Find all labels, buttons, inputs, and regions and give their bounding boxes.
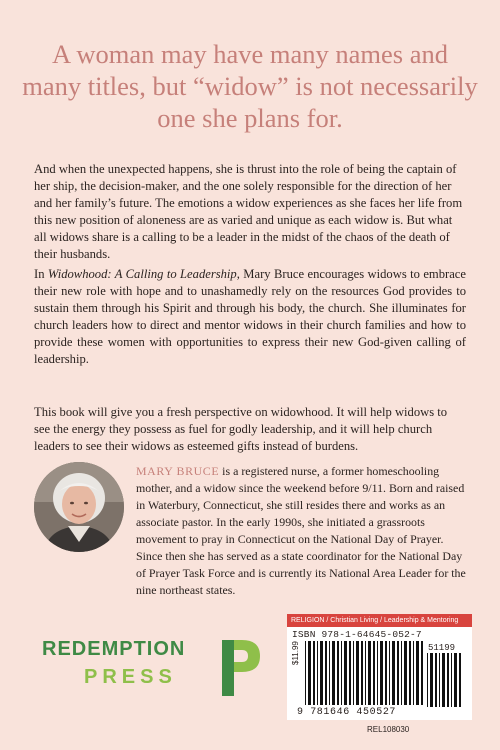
barcode-panel [287,614,472,720]
barcode-bar [320,641,323,705]
barcode-digits: 9 781646 450527 [297,707,397,718]
description-paragraph-2 [34,266,466,368]
description-paragraph-1: And when the unexpected happens, she is thrust into the role of being the captain of her ship, the decision-maker, and the one solely responsible for the direction of her and her family’s future. The emotions a widow experiences as she faces her life from this new position of aloneness are as varied and unique as each widow is. But what all widows share is a calling to be a leader in the midst of the chaos of the death of their husbands. [34,162,463,261]
barcode-bar [409,641,411,705]
paragraph-2-intro: In [34,267,48,281]
barcode-bar [380,641,383,705]
author-photo [34,462,124,552]
barcode-bar [459,653,461,707]
paragraph-2-body: , Mary Bruce encourages widows to embrace their new role with hope and to unashamedly rely on the resources God provides to sustain them through his Spirit and through his body, the church. She illuminates for church leaders how to direct and mentor widows in their church families and how to provide these women with opportunities to express their new God-given calling of leadership. [34,267,466,366]
barcode-bar [353,641,354,705]
barcode-bar [435,653,437,707]
barcode-bar [325,641,327,705]
barcode-bar [447,653,449,707]
publisher-logo-word: REDEMPTION [42,638,186,660]
price-code: 51199 [428,643,456,653]
author-bio-text: is a registered nurse, a former homeschooling mother, and a widow since the weekend before 9/11. Born and raised in Waterbury, Connecticut, she still resides there and works as an associate pastor. In the early 1990s, she initiated a grassroots movement to pray in Connecticut on the National Day of Prayer. Since then she has served as a state coordinator for the National Day of Prayer Task Force and is currently its National Area Leader for the nine northeast states. [136,464,466,597]
barcode-bar [427,653,428,707]
barcode-bar [341,641,342,705]
barcode-bar [368,641,371,705]
book-title: Widowhood: A Calling to Leadership [47,267,237,281]
barcode-bar [389,641,390,705]
category-band: RELIGION / Christian Living / Leadership & Mentoring [287,614,472,627]
barcode-bar [392,641,395,705]
barcode-bar [356,641,359,705]
barcode-bar [329,641,330,705]
barcode-bar [308,641,311,705]
barcode-bar [454,653,457,707]
barcode-box [287,627,472,720]
author-bio [136,463,468,599]
barcode-bar [344,641,347,705]
publisher-logo [42,636,262,702]
barcode-bar [439,653,440,707]
headline-quote: A woman may have many names and many titles, but “widow” is not necessarily one she plans for. [22,39,478,133]
barcode-bar [317,641,318,705]
barcode-bar [404,641,407,705]
barcode-bar [413,641,414,705]
barcode-bar [385,641,387,705]
barcode-icon [305,641,423,705]
barcode-bar [349,641,351,705]
description-paragraph-3: This book will give you a fresh perspective on widowhood. It will help widows to see the energy they possess as fuel for godly leadership, and it will help church leaders to see their widows as esteemed gifts instead of burdens. [34,405,448,453]
barcode-bar [451,653,452,707]
isbn-label: ISBN 978-1-64645-052-7 [292,629,422,640]
author-name: MARY BRUCE [136,464,220,478]
barcode-bar [373,641,375,705]
barcode-bar [377,641,378,705]
addon-barcode-icon [427,653,463,707]
barcode-bar [397,641,399,705]
barcode-bar [365,641,366,705]
reference-code: REL108030 [367,725,410,734]
barcode-bar [313,641,315,705]
barcode-bar [430,653,433,707]
publisher-logo-sub: PRESS [84,666,177,688]
barcode-bar [401,641,402,705]
barcode-bar [361,641,363,705]
price-label: $11.99 [291,641,300,665]
barcode-bar [421,641,423,705]
publisher-mark-icon [218,636,262,698]
barcode-bar [332,641,335,705]
barcode-bar [442,653,445,707]
barcode-bar [337,641,339,705]
barcode-bar [416,641,419,705]
barcode-bar [305,641,306,705]
